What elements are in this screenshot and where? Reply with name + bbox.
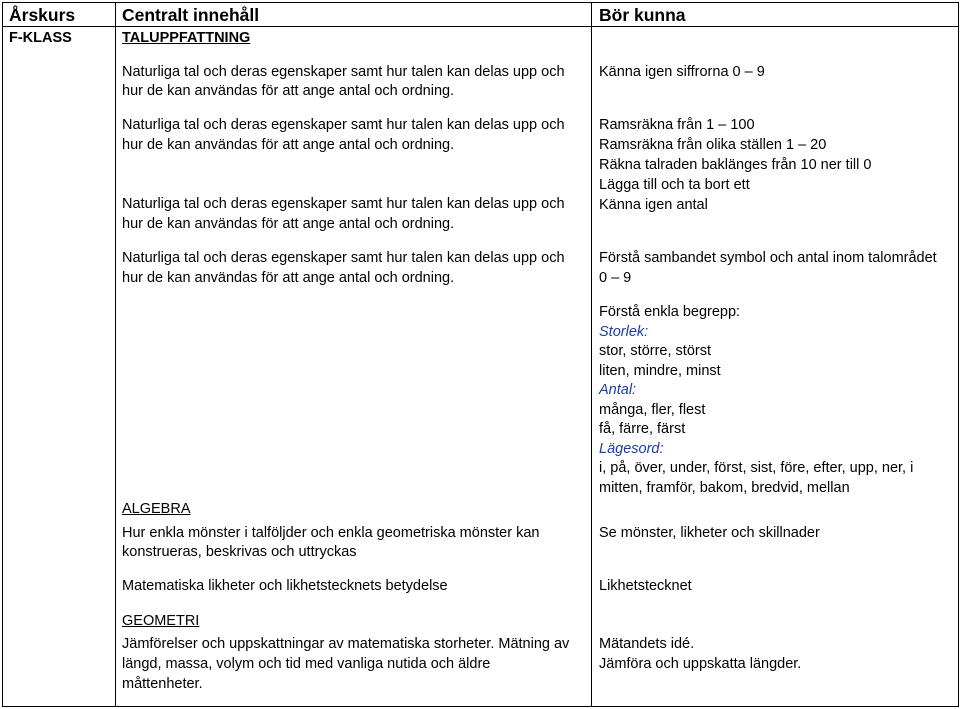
goal-baklanges: Räkna talraden baklänges från 10 ner till 0 xyxy=(599,157,872,173)
table-border-right xyxy=(958,2,959,707)
header-divider xyxy=(2,26,958,27)
table-border-bottom xyxy=(2,706,958,707)
content-row-3-line-1: Naturliga tal och deras egenskaper samt hur talen kan delas upp och xyxy=(122,196,565,212)
geometri-line-2: längd, massa, volym och tid med vanliga nutida och äldre xyxy=(122,656,491,672)
lagesord-line-1: i, på, över, under, först, sist, före, efter, upp, ner, i xyxy=(599,460,914,476)
label-storlek: Storlek: xyxy=(599,324,649,340)
storlek-line-2: liten, mindre, minst xyxy=(599,363,721,379)
grade-label: F-KLASS xyxy=(9,30,72,46)
section-title-algebra: ALGEBRA xyxy=(122,501,191,517)
content-row-2-line-1: Naturliga tal och deras egenskaper samt hur talen kan delas upp och xyxy=(122,117,565,133)
header-bor-kunna: Bör kunna xyxy=(599,5,686,25)
header-arskurs: Årskurs xyxy=(9,5,76,25)
algebra-line-2: konstrueras, beskrivas och uttryckas xyxy=(122,544,357,560)
goal-monster: Se mönster, likheter och skillnader xyxy=(599,525,820,541)
table-border-left xyxy=(2,2,3,707)
goal-siffror: Känna igen siffrorna 0 – 9 xyxy=(599,64,765,80)
content-row-3-line-2: hur de kan användas för att ange antal och ordning. xyxy=(122,216,455,232)
antal-line-1: många, fler, flest xyxy=(599,402,706,418)
content-row-1-line-1: Naturliga tal och deras egenskaper samt hur talen kan delas upp och xyxy=(122,64,565,80)
table-border-top xyxy=(2,2,958,3)
goal-samband-line-2: 0 – 9 xyxy=(599,270,632,286)
goal-matandets-ide: Mätandets idé. xyxy=(599,636,695,652)
geometri-line-1: Jämförelser och uppskattningar av matematiska storheter. Mätning av xyxy=(122,636,570,652)
goal-ramsrakna-100: Ramsräkna från 1 – 100 xyxy=(599,117,755,133)
goal-ramsrakna-olika: Ramsräkna från olika ställen 1 – 20 xyxy=(599,137,827,153)
content-row-1-line-2: hur de kan användas för att ange antal och ordning. xyxy=(122,83,455,99)
section-title-geometri: GEOMETRI xyxy=(122,613,200,629)
column-divider-1 xyxy=(115,2,116,707)
goal-begrepp: Förstå enkla begrepp: xyxy=(599,304,741,320)
content-row-2-line-2: hur de kan användas för att ange antal och ordning. xyxy=(122,137,455,153)
lagesord-line-2: mitten, framför, bakom, bredvid, mellan xyxy=(599,480,850,496)
column-divider-2 xyxy=(591,2,592,707)
geometri-line-3: måttenheter. xyxy=(122,676,203,692)
goal-kanna-antal: Känna igen antal xyxy=(599,197,708,213)
goal-lagga-till: Lägga till och ta bort ett xyxy=(599,177,750,193)
goal-jamfora-langder: Jämföra och uppskatta längder. xyxy=(599,656,802,672)
goal-likhetstecknet: Likhetstecknet xyxy=(599,578,692,594)
content-row-4-line-1: Naturliga tal och deras egenskaper samt hur talen kan delas upp och xyxy=(122,250,565,266)
storlek-line-1: stor, större, störst xyxy=(599,343,711,359)
label-antal: Antal: xyxy=(599,382,637,398)
content-row-4-line-2: hur de kan användas för att ange antal och ordning. xyxy=(122,270,455,286)
algebra-line-1: Hur enkla mönster i talföljder och enkla geometriska mönster kan xyxy=(122,525,540,541)
header-centralt-innehall: Centralt innehåll xyxy=(122,5,260,25)
goal-samband-line-1: Förstå sambandet symbol och antal inom talområdet xyxy=(599,250,937,266)
antal-line-2: få, färre, färst xyxy=(599,421,686,437)
section-title-taluppfattning: TALUPPFATTNING xyxy=(122,30,251,46)
algebra-line-3: Matematiska likheter och likhetstecknets betydelse xyxy=(122,578,448,594)
label-lagesord: Lägesord: xyxy=(599,441,664,457)
